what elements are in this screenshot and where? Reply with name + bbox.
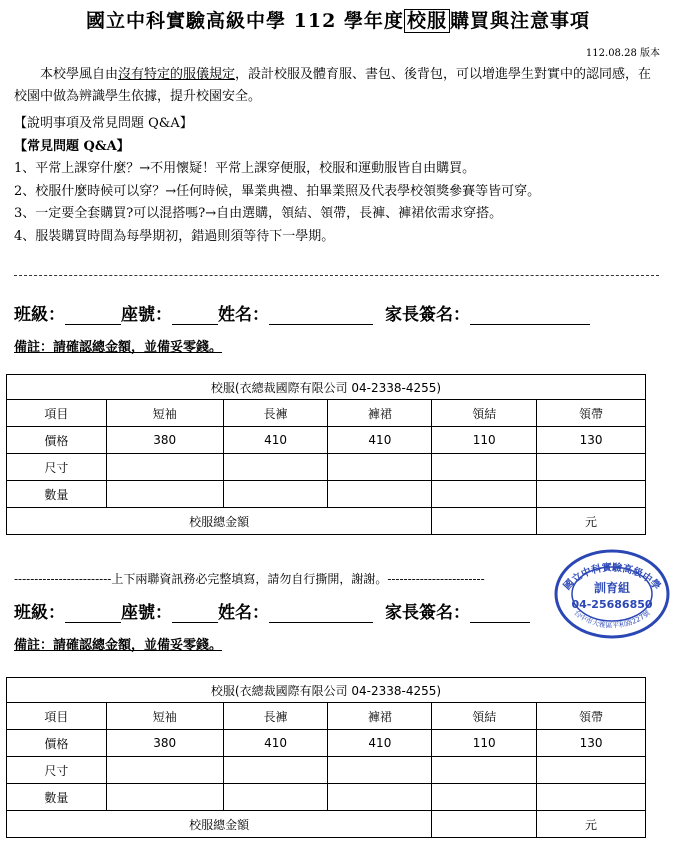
size-cell[interactable] bbox=[328, 454, 432, 481]
price-cell: 410 bbox=[328, 730, 432, 757]
qty-cell[interactable] bbox=[537, 784, 646, 811]
total-amount-cell[interactable] bbox=[432, 811, 537, 838]
title-prefix: 國立中科實驗高級中學 112 學年度 bbox=[86, 10, 404, 32]
size-cell[interactable] bbox=[106, 757, 223, 784]
parent-signature-blank[interactable] bbox=[470, 608, 530, 623]
faq-item: 3、一定要全套購買?可以混搭嗎?→自由選購，領結、領帶，長褲、褲裙依需求穿搭。 bbox=[14, 206, 503, 221]
stamp-address: 台中市大雅區平和路227號 bbox=[572, 608, 652, 630]
order-table bbox=[6, 374, 646, 535]
class-blank[interactable] bbox=[65, 608, 121, 623]
row-label-size: 尺寸 bbox=[7, 454, 107, 481]
price-cell: 380 bbox=[106, 427, 223, 454]
class-label: 班級： bbox=[14, 603, 65, 623]
cut-line: ------------------------上下兩聯資訊務必完整填寫，請勿自行撕開，謝謝。------------------------ bbox=[14, 572, 485, 586]
size-cell[interactable] bbox=[106, 454, 223, 481]
parent-signature-blank[interactable] bbox=[470, 310, 590, 325]
qty-cell[interactable] bbox=[432, 784, 537, 811]
parent-label: 家長簽名： bbox=[385, 305, 470, 325]
name-blank[interactable] bbox=[269, 608, 373, 623]
qty-cell[interactable] bbox=[106, 784, 223, 811]
price-cell: 130 bbox=[537, 427, 646, 454]
school-stamp bbox=[552, 548, 672, 640]
item-header: 褲裙 bbox=[328, 400, 432, 427]
stamp-org: 國立中科實驗高級中學 bbox=[561, 562, 663, 593]
title-suffix: 購買與注意事項 bbox=[449, 10, 590, 32]
class-label: 班級： bbox=[14, 305, 65, 325]
size-cell[interactable] bbox=[223, 757, 328, 784]
item-header: 長褲 bbox=[223, 400, 328, 427]
seat-label: 座號： bbox=[121, 305, 172, 325]
price-cell: 410 bbox=[223, 427, 328, 454]
qty-cell[interactable] bbox=[223, 481, 328, 508]
row-label-qty: 數量 bbox=[7, 784, 107, 811]
qty-cell[interactable] bbox=[432, 481, 537, 508]
name-label: 姓名： bbox=[218, 603, 269, 623]
seat-blank[interactable] bbox=[172, 310, 218, 325]
name-label: 姓名： bbox=[218, 305, 269, 325]
size-cell[interactable] bbox=[328, 757, 432, 784]
item-header: 短袖 bbox=[106, 400, 223, 427]
item-header: 領帶 bbox=[537, 703, 646, 730]
price-cell: 110 bbox=[432, 427, 537, 454]
total-label: 校服總金額 bbox=[7, 811, 432, 838]
qty-cell[interactable] bbox=[223, 784, 328, 811]
total-amount-cell[interactable] bbox=[432, 508, 537, 535]
vendor-header: 校服(衣總裁國際有限公司 04-2338-4255) bbox=[7, 375, 646, 400]
class-blank[interactable] bbox=[65, 310, 121, 325]
item-header: 短袖 bbox=[106, 703, 223, 730]
size-cell[interactable] bbox=[537, 454, 646, 481]
item-header: 褲裙 bbox=[328, 703, 432, 730]
item-header: 領結 bbox=[432, 400, 537, 427]
note: 備註：請確認總金額，並備妥零錢。 bbox=[14, 638, 223, 653]
intro-underlined: 沒有特定的服儀規定 bbox=[118, 67, 236, 82]
version-label: 112.08.28 版本 bbox=[585, 48, 660, 59]
faq-item: 4、服裝購買時間為每學期初，錯過則須等待下一學期。 bbox=[14, 229, 335, 244]
intro-text-2: ，設計校服及體育服、書包、後背包，可以增進學生對實中的認同感，在校園中做為辨識學生依據，提升校園安全。 bbox=[14, 67, 652, 104]
qty-cell[interactable] bbox=[537, 481, 646, 508]
item-header: 領結 bbox=[432, 703, 537, 730]
note: 備註：請確認總金額，並備妥零錢。 bbox=[14, 340, 223, 355]
size-cell[interactable] bbox=[537, 757, 646, 784]
title-boxed-word: 校服 bbox=[404, 9, 450, 33]
stamp-unit: 訓育組 bbox=[593, 581, 631, 595]
faq-item: 2、校服什麼時候可以穿？→任何時候，畢業典禮、拍畢業照及代表學校領獎參賽等皆可穿。 bbox=[14, 184, 541, 199]
price-cell: 410 bbox=[328, 427, 432, 454]
faq-item: 1、平常上課穿什麼？→不用懷疑！平常上課穿便服，校服和運動服皆自由購買。 bbox=[14, 161, 476, 176]
student-info-fields bbox=[14, 598, 530, 623]
size-cell[interactable] bbox=[223, 454, 328, 481]
divider bbox=[14, 275, 659, 276]
intro-text-1: 本校學風自由 bbox=[40, 67, 119, 82]
row-label-price: 價格 bbox=[7, 427, 107, 454]
seat-label: 座號： bbox=[121, 603, 172, 623]
qty-cell[interactable] bbox=[106, 481, 223, 508]
item-header: 長褲 bbox=[223, 703, 328, 730]
item-header: 領帶 bbox=[537, 400, 646, 427]
row-label-item: 項目 bbox=[7, 400, 107, 427]
currency-label: 元 bbox=[537, 811, 646, 838]
student-info-fields bbox=[14, 300, 590, 325]
currency-label: 元 bbox=[537, 508, 646, 535]
price-cell: 130 bbox=[537, 730, 646, 757]
total-label: 校服總金額 bbox=[7, 508, 432, 535]
row-label-price: 價格 bbox=[7, 730, 107, 757]
name-blank[interactable] bbox=[269, 310, 373, 325]
order-table bbox=[6, 677, 646, 838]
row-label-item: 項目 bbox=[7, 703, 107, 730]
price-cell: 110 bbox=[432, 730, 537, 757]
row-label-qty: 數量 bbox=[7, 481, 107, 508]
parent-label: 家長簽名： bbox=[385, 603, 470, 623]
section-faq: 【常見問題 Q&A】 bbox=[14, 139, 130, 154]
svg-text:台中市大雅區平和路227號 bbox=[572, 608, 651, 630]
qty-cell[interactable] bbox=[328, 481, 432, 508]
qty-cell[interactable] bbox=[328, 784, 432, 811]
size-cell[interactable] bbox=[432, 454, 537, 481]
page-title bbox=[0, 6, 676, 33]
vendor-header: 校服(衣總裁國際有限公司 04-2338-4255) bbox=[7, 678, 646, 703]
stamp-phone: 04-25686850 bbox=[571, 598, 653, 611]
section-explain: 【說明事項及常見問題 Q&A】 bbox=[14, 116, 193, 131]
intro-paragraph bbox=[14, 64, 664, 108]
row-label-size: 尺寸 bbox=[7, 757, 107, 784]
seat-blank[interactable] bbox=[172, 608, 218, 623]
price-cell: 380 bbox=[106, 730, 223, 757]
size-cell[interactable] bbox=[432, 757, 537, 784]
price-cell: 410 bbox=[223, 730, 328, 757]
